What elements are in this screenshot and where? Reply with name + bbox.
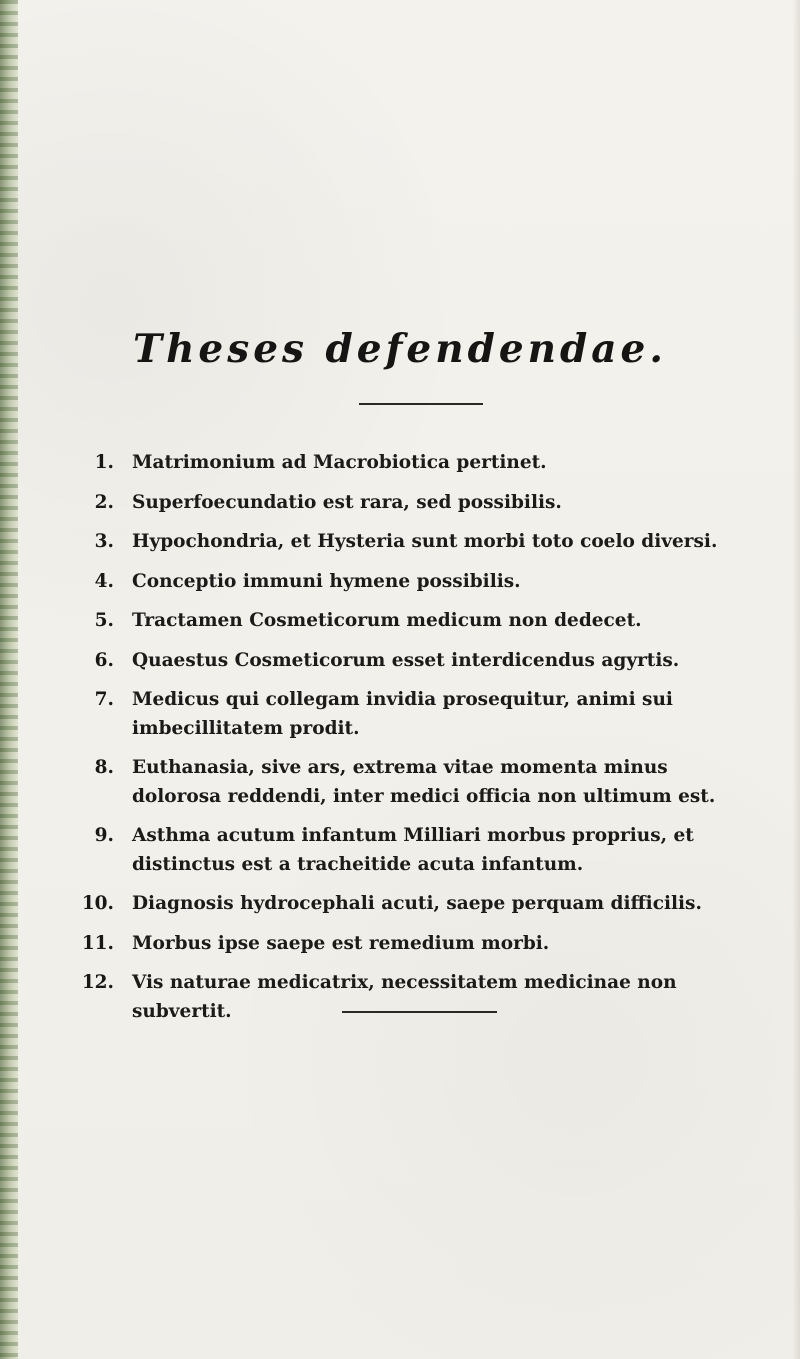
thesis-item-7	[64, 686, 754, 743]
thesis-number: 5.	[94, 610, 114, 631]
thesis-item-8	[64, 754, 754, 811]
thesis-number: 9.	[94, 825, 114, 846]
thesis-number: 10.	[81, 893, 114, 914]
title-divider	[359, 403, 483, 405]
theses-list	[64, 449, 754, 1037]
thesis-number: 3.	[94, 531, 114, 552]
thesis-item-6	[64, 647, 754, 676]
thesis-number: 7.	[94, 689, 114, 710]
thesis-item-2	[64, 489, 754, 518]
thesis-item-1	[64, 449, 754, 478]
thesis-item-10	[64, 890, 754, 919]
thesis-item-12	[64, 969, 754, 1026]
thesis-text: Diagnosis hydrocephali acuti, saepe perquam difficilis.	[132, 893, 702, 914]
thesis-number: 8.	[94, 757, 114, 778]
thesis-text: Tractamen Cosmeticorum medicum non dedecet.	[132, 610, 642, 631]
thesis-text: Morbus ipse saepe est remedium morbi.	[132, 932, 550, 954]
thesis-text: Quaestus Cosmeticorum esset interdicendus agyrtis.	[132, 649, 680, 671]
thesis-item-11	[64, 930, 754, 959]
page-right-edge	[792, 0, 800, 1359]
thesis-number: 2.	[94, 491, 114, 513]
thesis-text: Medicus qui collegam invidia prosequitur, animi sui imbecillitatem prodit.	[132, 689, 673, 739]
thesis-text: Asthma acutum infantum Milliari morbus proprius, et distinctus est a tracheitide acuta infantum.	[132, 825, 694, 875]
thesis-number: 6.	[94, 649, 114, 671]
document-title: Theses defendendae.	[133, 326, 667, 372]
thesis-item-4	[64, 568, 754, 597]
thesis-text: Conceptio immuni hymene possibilis.	[132, 570, 521, 592]
thesis-item-5	[64, 607, 754, 636]
thesis-text: Superfoecundatio est rara, sed possibilis.	[132, 491, 562, 513]
thesis-number: 11.	[81, 932, 114, 954]
thesis-number: 1.	[94, 452, 114, 473]
thesis-number: 12.	[81, 972, 114, 993]
thesis-text: Hypochondria, et Hysteria sunt morbi toto coelo diversi.	[132, 531, 718, 552]
book-binding-edge	[0, 0, 18, 1359]
thesis-text: Euthanasia, sive ars, extrema vitae momenta minus dolorosa reddendi, inter medici officia non ultimum est.	[132, 757, 716, 807]
thesis-text: Matrimonium ad Macrobiotica pertinet.	[132, 452, 547, 473]
thesis-item-3	[64, 528, 754, 557]
closing-divider	[342, 1011, 497, 1013]
thesis-item-9	[64, 822, 754, 879]
thesis-text: Vis naturae medicatrix, necessitatem medicinae non subvertit.	[132, 972, 677, 1022]
thesis-number: 4.	[94, 570, 114, 592]
